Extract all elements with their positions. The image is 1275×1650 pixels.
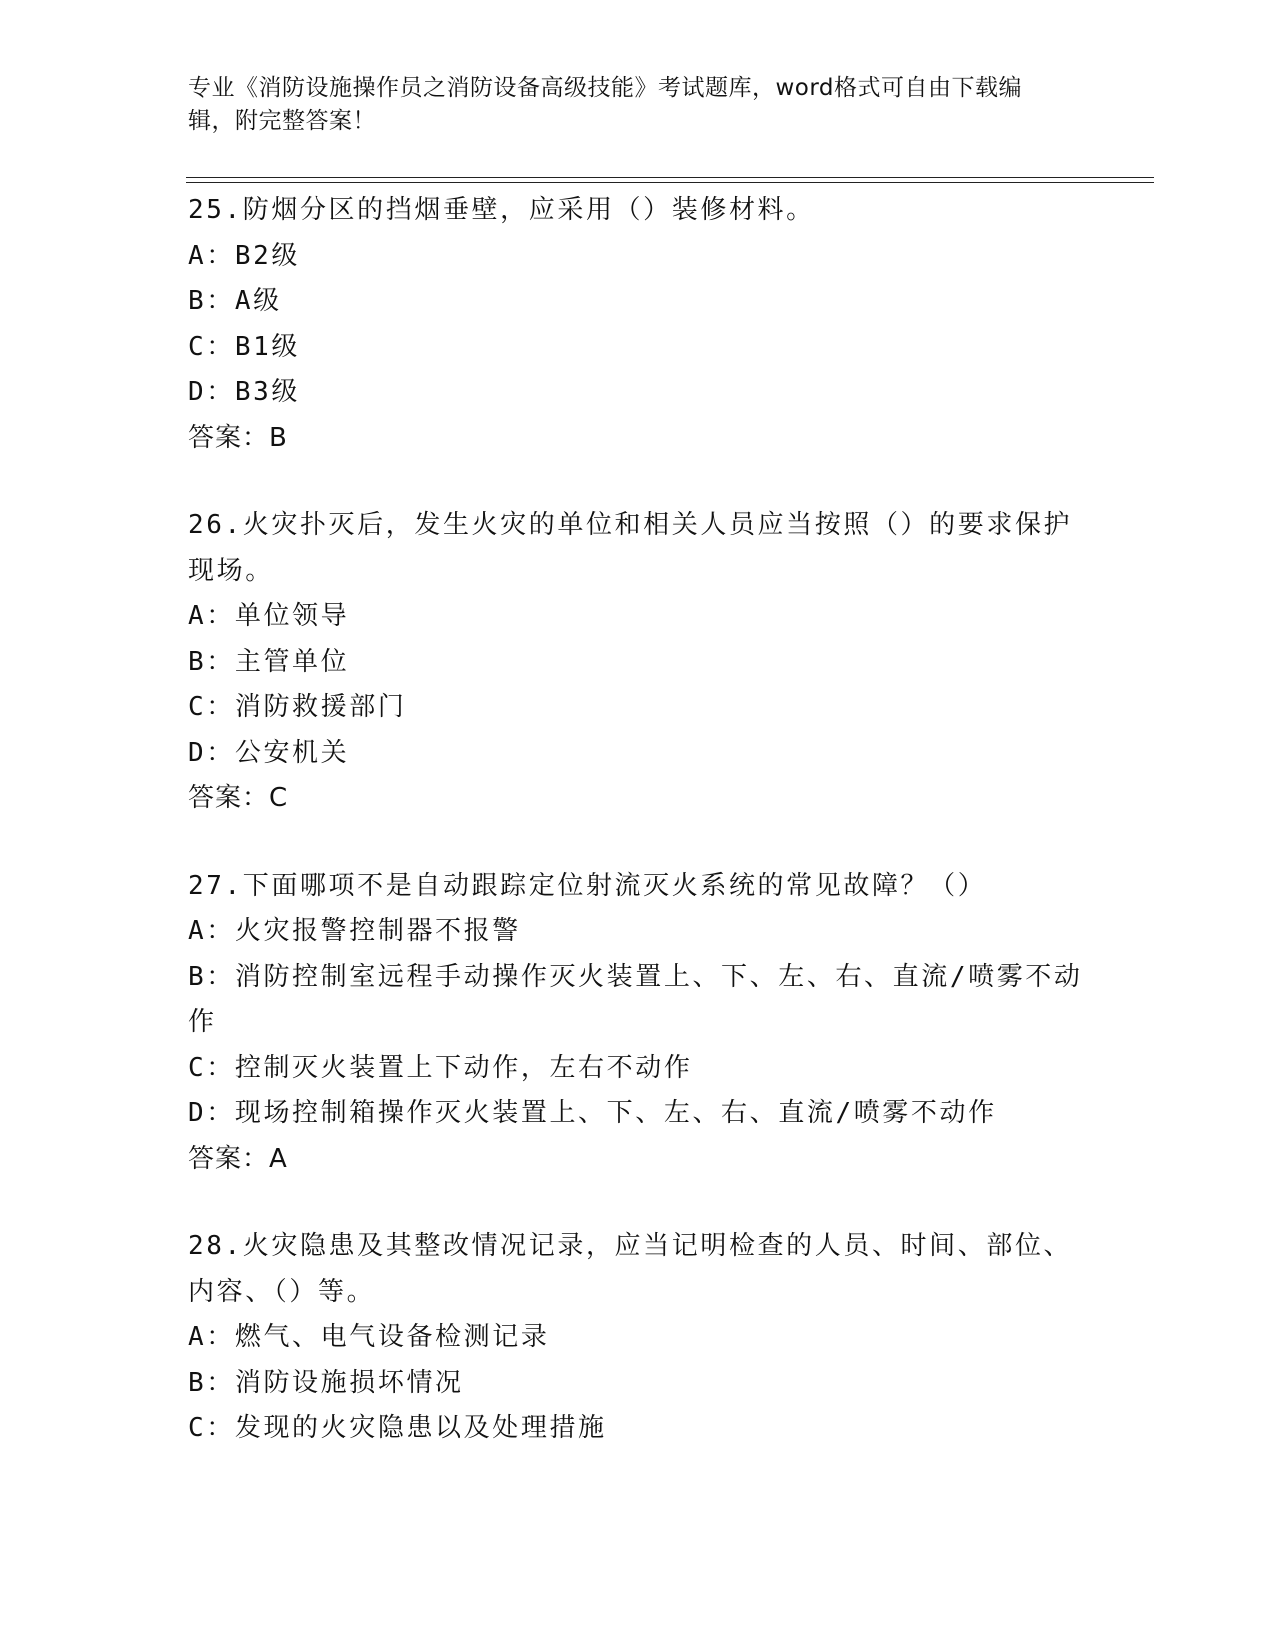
option-b: B：消防设施损坏情况 bbox=[188, 1367, 464, 1398]
answer-line: 答案：A bbox=[188, 1143, 288, 1174]
header-rule-top bbox=[186, 177, 1154, 178]
option-d: D：B3级 bbox=[188, 377, 300, 407]
option-a: A：燃气、电气设备检测记录 bbox=[188, 1322, 550, 1352]
option-a: A：B2级 bbox=[188, 240, 300, 271]
option-a: A：火灾报警控制器不报警 bbox=[188, 916, 521, 946]
option-b: B：消防控制室远程手动操作灭火装置上、下、左、右、直流/喷雾不动作 bbox=[188, 961, 1083, 1037]
header-rule-bottom bbox=[186, 182, 1154, 183]
option-c: C：B1级 bbox=[188, 331, 300, 362]
question-25 bbox=[188, 188, 1088, 461]
option-d: D：公安机关 bbox=[188, 737, 350, 768]
question-stem: 28.火灾隐患及其整改情况记录，应当记明检查的人员、时间、部位、内容、（）等。 bbox=[188, 1231, 1073, 1307]
document-header: 专业《消防设施操作员之消防设备高级技能》考试题库，word格式可自由下载编辑，附完整答案！ bbox=[188, 75, 1023, 134]
answer-line: 答案：B bbox=[188, 422, 288, 453]
question-28 bbox=[188, 1224, 1088, 1452]
option-c: C：发现的火灾隐患以及处理措施 bbox=[188, 1413, 607, 1443]
answer-line: 答案：C bbox=[188, 783, 289, 813]
option-c: C：消防救援部门 bbox=[188, 692, 407, 722]
option-c: C：控制灭火装置上下动作，左右不动作 bbox=[188, 1052, 693, 1083]
option-b: B：主管单位 bbox=[188, 646, 350, 677]
question-stem: 27.下面哪项不是自动跟踪定位射流灭火系统的常见故障？（） bbox=[188, 870, 987, 901]
option-a: A：单位领导 bbox=[188, 601, 350, 631]
question-26 bbox=[188, 503, 1088, 822]
question-27 bbox=[188, 864, 1088, 1183]
option-d: D：现场控制箱操作灭火装置上、下、左、右、直流/喷雾不动作 bbox=[188, 1098, 997, 1128]
question-stem: 26.火灾扑灭后，发生火灾的单位和相关人员应当按照（）的要求保护现场。 bbox=[188, 510, 1073, 586]
option-b: B：A级 bbox=[188, 286, 282, 316]
question-list bbox=[188, 188, 1088, 1494]
question-stem: 25.防烟分区的挡烟垂壁，应采用（）装修材料。 bbox=[188, 195, 815, 225]
